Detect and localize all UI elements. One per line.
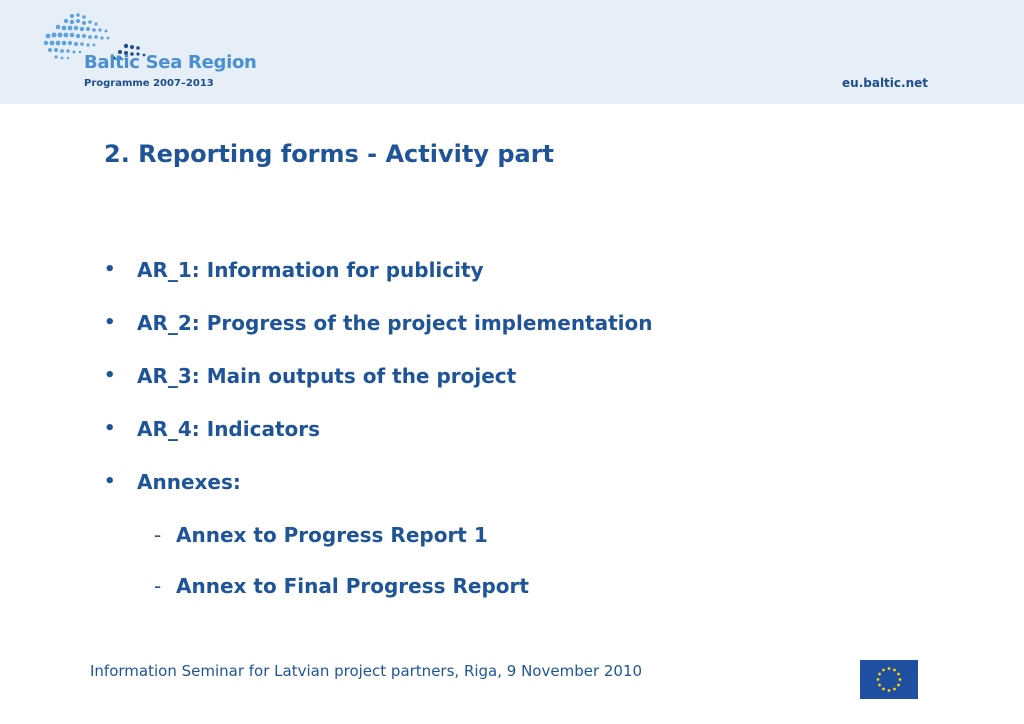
slide-title: 2. Reporting forms - Activity part xyxy=(104,140,555,168)
bullet-item xyxy=(104,415,653,468)
bullet-item xyxy=(104,309,653,362)
bullet-item xyxy=(104,362,653,415)
bullet-text: AR_3: Main outputs of the project xyxy=(137,364,517,388)
dash-marker: - xyxy=(154,523,162,547)
sub-item-text: Annex to Progress Report 1 xyxy=(176,523,488,547)
bullet-text: AR_2: Progress of the project implementation xyxy=(137,311,653,335)
bullet-list xyxy=(104,256,653,623)
bullet-marker: • xyxy=(104,418,116,439)
bullet-text: AR_1: Information for publicity xyxy=(137,258,484,282)
dash-marker: - xyxy=(154,574,162,598)
bullet-item xyxy=(104,468,653,521)
bullet-item xyxy=(104,256,653,309)
footer-text: Information Seminar for Latvian project partners, Riga, 9 November 2010 xyxy=(90,662,643,680)
eu-flag-field xyxy=(860,660,918,699)
annex-sublist xyxy=(104,521,653,623)
logo-subtitle: Programme 2007–2013 xyxy=(84,78,214,89)
bullet-text: Annexes: xyxy=(137,470,241,494)
sub-item-text: Annex to Final Progress Report xyxy=(176,574,529,598)
header-bar xyxy=(0,0,1024,104)
sub-item xyxy=(154,521,653,572)
bullet-marker: • xyxy=(104,365,116,386)
bullet-marker: • xyxy=(104,312,116,333)
bullet-marker: • xyxy=(104,471,116,492)
site-url: eu.baltic.net xyxy=(842,76,928,90)
baltic-sea-region-logo xyxy=(40,12,257,94)
sub-item xyxy=(154,572,653,623)
bullet-text: AR_4: Indicators xyxy=(137,417,321,441)
eu-flag-icon xyxy=(860,660,918,699)
logo-name: Baltic Sea Region xyxy=(84,52,257,73)
bullet-marker: • xyxy=(104,259,116,280)
